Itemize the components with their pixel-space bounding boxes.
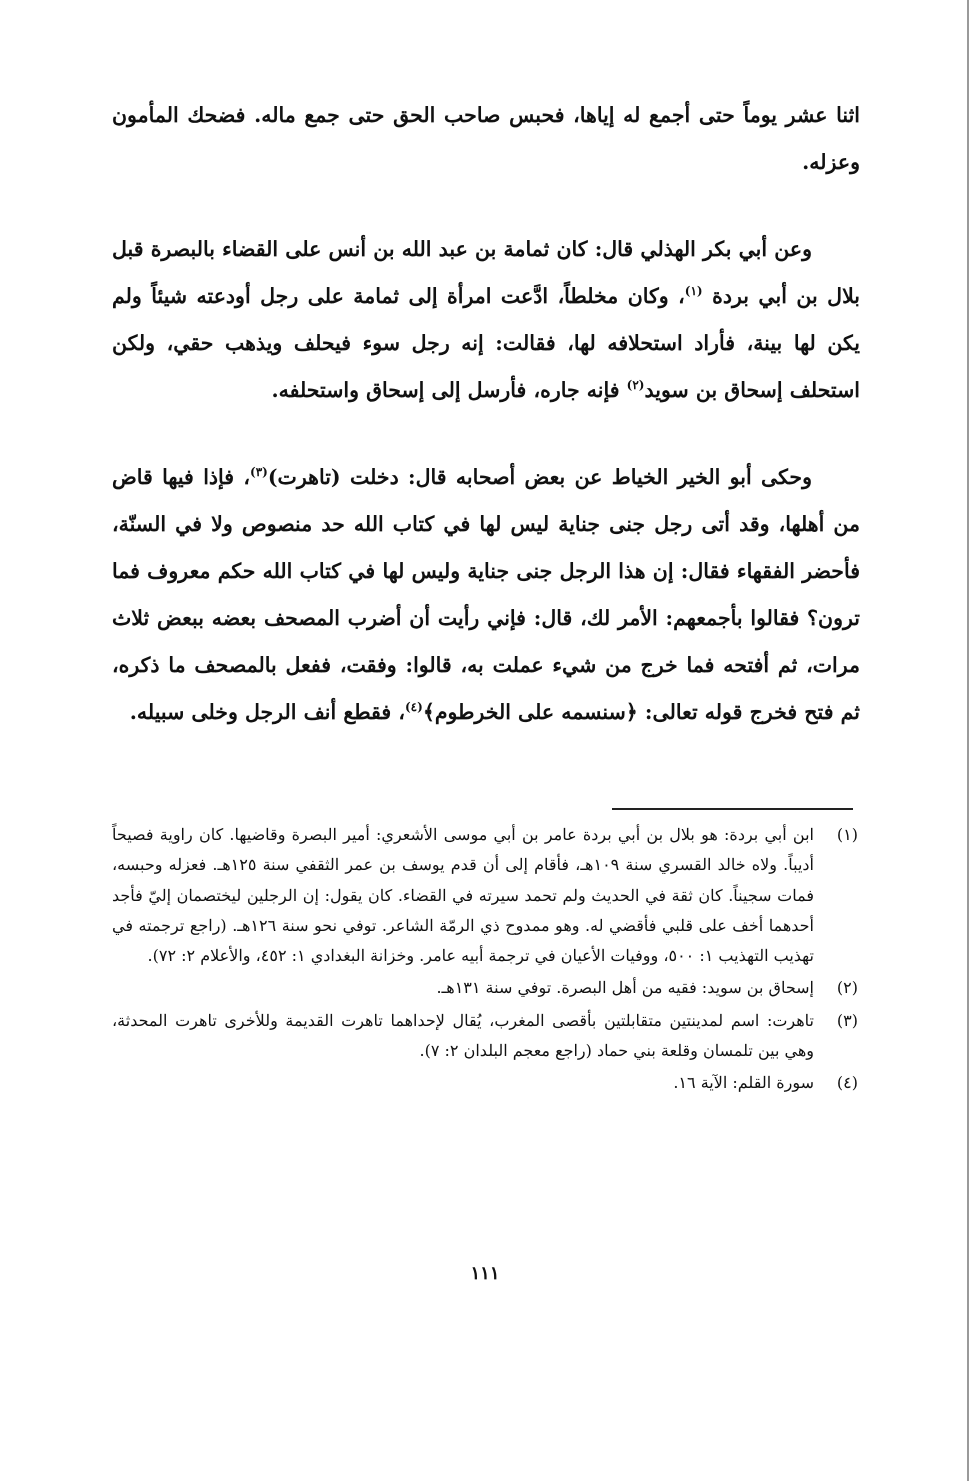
footnote-1 bbox=[112, 820, 858, 971]
footnote-text: ابن أبي بردة: هو بلال بن أبي بردة عامر بن أبي موسى الأشعري: أمير البصرة وقاضيها. كان راوية فصيحاً أديباً. ولاه خالد القسري سنة ١٠٩هـ، فأقام إلى أن قدم يوسف بن عمر الثقفي سنة ١٢٥هـ. فعزله وحبسه، فمات سجيناً. كان ثقة في الحديث ولم تحمد سيرته في القضاء. كان يقول: إن الرجلين ليختصمان إليّ فأجد أحدهما أخف على قلبي فأقضي له. وهو ممدوح ذي الرمّة الشاعر. توفي نحو سنة ١٢٦هـ. (راجع ترجمته في تهذيب التهذيب ١: ٥٠٠، ووفيات الأعيان في ترجمة أبيه عامر. وخزانة البغدادي ١: ٤٥٢، والأعلام ٢: ٧٢). bbox=[112, 825, 815, 966]
paragraph-3-text-a: وحكى أبو الخير الخياط عن بعض أصحابه قال: دخلت (تاهرت) bbox=[267, 465, 812, 489]
footnote-ref-1: (١) bbox=[684, 284, 703, 299]
footnote-number: (٣) bbox=[836, 1010, 858, 1030]
footnote-4 bbox=[112, 1068, 858, 1098]
footnote-text: سورة القلم: الآية ١٦. bbox=[673, 1073, 814, 1093]
page-edge-rule bbox=[967, 0, 969, 1481]
footnote-separator bbox=[612, 808, 853, 810]
footnote-2 bbox=[112, 973, 858, 1003]
footnotes bbox=[112, 820, 858, 1101]
footnote-ref-3: (٣) bbox=[250, 465, 268, 480]
footnote-text: إسحاق بن سويد: فقيه من أهل البصرة. توفي سنة ١٣١هـ. bbox=[436, 978, 814, 998]
page-number: ١١١ bbox=[470, 1263, 500, 1284]
footnote-number: (٤) bbox=[836, 1073, 858, 1093]
paragraph-2-text-c: فإنه جاره، فأرسل إلى إسحاق واستحلفه. bbox=[271, 378, 627, 402]
paragraph-1 bbox=[112, 92, 860, 186]
paragraph-1-text: اثنا عشر يوماً حتى أجمع له إياها، فحبس صاحب الحق حتى جمع ماله. فضحك المأمون وعزله. bbox=[112, 103, 860, 174]
paragraph-2 bbox=[112, 226, 860, 414]
footnote-text: تاهرت: اسم لمدينتين متقابلتين بأقصى المغرب، يُقال لإحداهما تاهرت القديمة وللأخرى تاهرت المحدثة، وهي بين تلمسان وقلعة بني حماد (راجع معجم البلدان ٢: ٧). bbox=[112, 1010, 814, 1061]
footnote-3 bbox=[112, 1006, 858, 1067]
paragraph-3-text-c: ، فقطع أنف الرجل وخلى سبيله. bbox=[129, 700, 405, 724]
paragraph-2-text-b: ، وكان مخلطاً، ادَّعت امرأة إلى ثمامة على رجل أودعته شيئاً ولم يكن لها بينة، فأراد استحلافه لها، فقالت: إنه رجل سوء فيحلف ويذهب حقي، ولكن استحلف إسحاق بن سويد bbox=[112, 284, 860, 402]
paragraph-2-text-a: وعن أبي بكر الهذلي قال: كان ثمامة بن عبد الله بن أنس على القضاء بالبصرة قبل بلال بن أبي بردة bbox=[112, 237, 861, 308]
main-text bbox=[112, 92, 860, 736]
footnote-ref-2: (٢) bbox=[626, 378, 645, 393]
paragraph-3-text-b: ، فإذا فيها قاض من أهلها، وقد أتى رجل جنى جناية ليس لها في كتاب الله حد منصوص ولا في السنّة، فأحضر الفقهاء فقال: إن هذا الرجل جنى جناية وليس لها في كتاب الله حكم معروف فما ترون؟ فقالوا بأجمعهم: الأمر لك، قال: فإني رأيت أن أضرب المصحف بعضه ببعض ثلاث مرات، ثم أفتحه فما خرج من شيء عملت به، قالوا: وفقت، ففعل بالمصحف ما ذكره، ثم فتح فخرج قوله تعالى: ﴿سنسمه على الخرطوم﴾ bbox=[112, 465, 860, 724]
footnote-ref-4: (٤) bbox=[404, 700, 423, 715]
footnote-number: (١) bbox=[836, 825, 858, 844]
paragraph-3 bbox=[112, 454, 860, 736]
footnote-number: (٢) bbox=[836, 978, 858, 998]
